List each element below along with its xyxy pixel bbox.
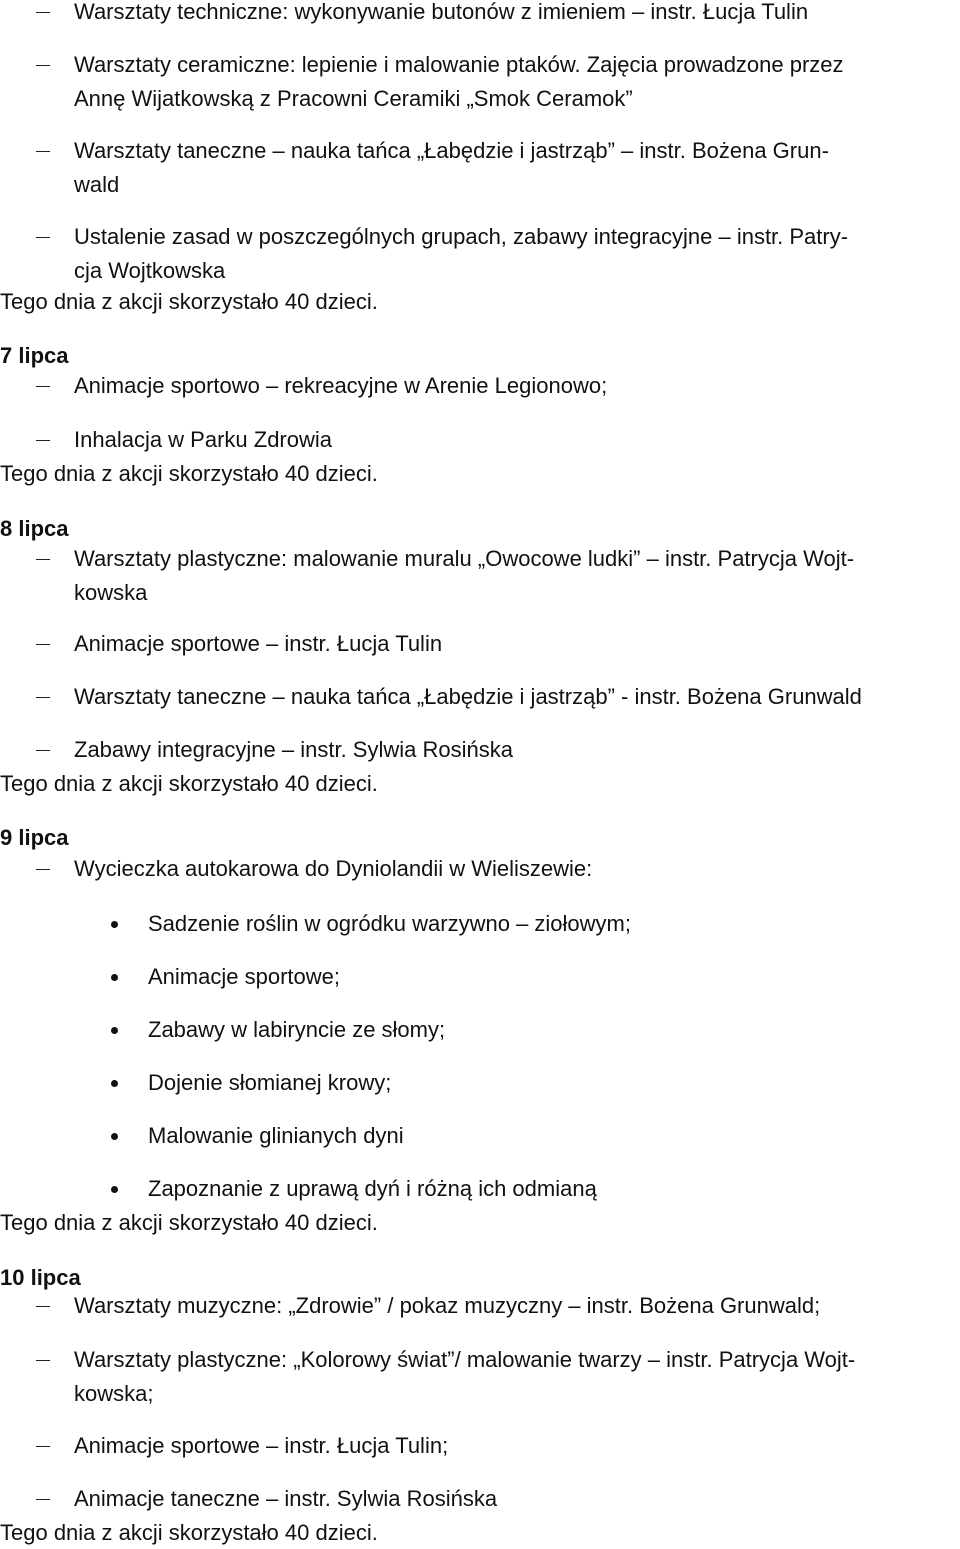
round-bullet-icon [111, 1080, 118, 1087]
dash-bullet-icon [36, 386, 50, 387]
round-bullet-icon [111, 1133, 118, 1140]
attendance-summary: Tego dnia z akcji skorzystało 40 dzieci. [0, 771, 378, 796]
day-heading: 8 lipca [0, 516, 69, 541]
day-heading: 10 lipca [0, 1265, 81, 1290]
list-item-text: Zabawy integracyjne – instr. Sylwia Rosińska [74, 737, 513, 762]
dash-bullet-icon [36, 1499, 50, 1500]
list-item-text: Animacje taneczne – instr. Sylwia Rosińska [74, 1486, 498, 1511]
dash-bullet-icon [36, 644, 50, 645]
attendance-summary: Tego dnia z akcji skorzystało 40 dzieci. [0, 1210, 378, 1235]
list-item-text: Warsztaty ceramiczne: lepienie i malowanie ptaków. Zajęcia prowadzone przez [74, 52, 844, 77]
list-item-text: Inhalacja w Parku Zdrowia [74, 427, 333, 452]
list-item-text: Warsztaty taneczne – nauka tańca „Łabędzie i jastrząb” – instr. Bożena Grun- [74, 138, 829, 163]
sub-item-text: Animacje sportowe; [148, 964, 340, 989]
day-heading: 9 lipca [0, 825, 69, 850]
dash-bullet-icon [36, 440, 50, 441]
list-item-text: Annę Wijatkowską z Pracowni Ceramiki „Smok Ceramok” [74, 86, 633, 111]
list-item-text: cja Wojtkowska [74, 258, 226, 283]
list-item-text: Animacje sportowo – rekreacyjne w Arenie Legionowo; [74, 373, 608, 398]
list-item-text: Warsztaty plastyczne: malowanie muralu „Owocowe ludki” – instr. Patrycja Wojt- [74, 546, 855, 571]
list-item-text: kowska [74, 580, 148, 605]
list-item-text: Warsztaty techniczne: wykonywanie butonów z imieniem – instr. Łucja Tulin [74, 0, 809, 24]
round-bullet-icon [111, 1186, 118, 1193]
dash-bullet-icon [36, 1306, 50, 1307]
day-heading: 7 lipca [0, 343, 69, 368]
list-item-text: Warsztaty taneczne – nauka tańca „Łabędzie i jastrząb” - instr. Bożena Grunwald [74, 684, 862, 709]
list-item-text: Ustalenie zasad w poszczególnych grupach, zabawy integracyjne – instr. Patry- [74, 224, 849, 249]
sub-item-text: Zabawy w labiryncie ze słomy; [148, 1017, 446, 1042]
dash-bullet-icon [36, 237, 50, 238]
sub-item-text: Dojenie słomianej krowy; [148, 1070, 392, 1095]
dash-bullet-icon [36, 697, 50, 698]
list-item-text: Animacje sportowe – instr. Łucja Tulin; [74, 1433, 449, 1458]
list-item-text: wald [74, 172, 120, 197]
sub-item-text: Zapoznanie z uprawą dyń i różną ich odmianą [148, 1176, 597, 1201]
dash-bullet-icon [36, 869, 50, 870]
list-item-text: Animacje sportowe – instr. Łucja Tulin [74, 631, 443, 656]
sub-item-text: Sadzenie roślin w ogródku warzywno – ziołowym; [148, 911, 631, 936]
dash-bullet-icon [36, 1446, 50, 1447]
list-item-text: Wycieczka autokarowa do Dyniolandii w Wieliszewie: [74, 856, 593, 881]
list-item-text: Warsztaty muzyczne: „Zdrowie” / pokaz muzyczny – instr. Bożena Grunwald; [74, 1293, 821, 1318]
attendance-summary: Tego dnia z akcji skorzystało 40 dzieci. [0, 461, 378, 486]
dash-bullet-icon [36, 559, 50, 560]
attendance-summary: Tego dnia z akcji skorzystało 40 dzieci. [0, 1520, 378, 1545]
round-bullet-icon [111, 921, 118, 928]
list-item-text: kowska; [74, 1381, 154, 1406]
dash-bullet-icon [36, 1360, 50, 1361]
dash-bullet-icon [36, 65, 50, 66]
sub-item-text: Malowanie glinianych dyni [148, 1123, 404, 1148]
dash-bullet-icon [36, 151, 50, 152]
dash-bullet-icon [36, 750, 50, 751]
list-item-text: Warsztaty plastyczne: „Kolorowy świat”/ malowanie twarzy – instr. Patrycja Wojt- [74, 1347, 856, 1372]
dash-bullet-icon [36, 12, 50, 13]
round-bullet-icon [111, 974, 118, 981]
attendance-summary: Tego dnia z akcji skorzystało 40 dzieci. [0, 289, 378, 314]
round-bullet-icon [111, 1027, 118, 1034]
